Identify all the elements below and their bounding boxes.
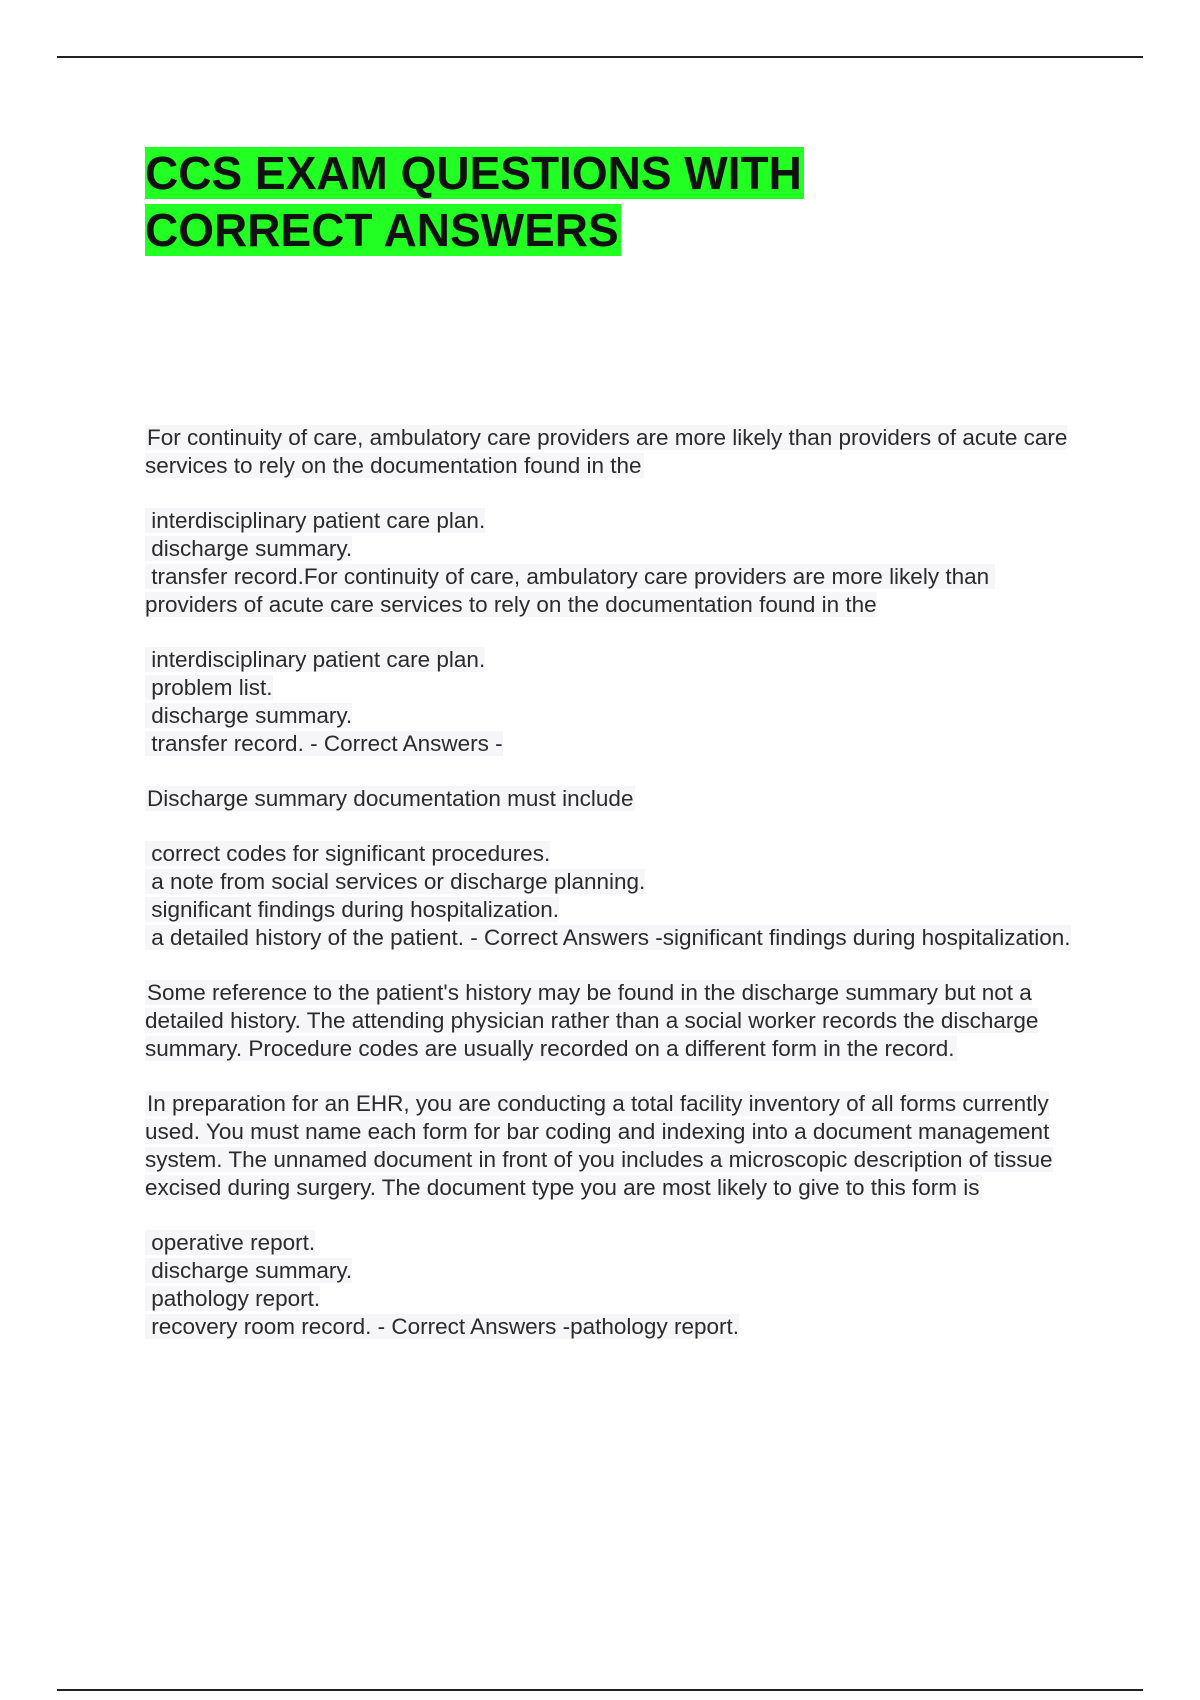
question-text: For continuity of care, ambulatory care providers are more likely than providers of acute care services to rely on the documentation found in the <box>145 425 1068 478</box>
option-item: operative report. <box>145 1230 316 1255</box>
question-text: In preparation for an EHR, you are conducting a total facility inventory of all forms currently used. You must name each form for bar coding and indexing into a document management system. The unnamed document in front of you includes a microscopic description of tissue excised during surgery. The document type you are most likely to give to this form is <box>145 1091 1053 1200</box>
option-item: discharge summary. <box>145 703 353 728</box>
option-item: interdisciplinary patient care plan. <box>145 647 486 672</box>
question-2-prompt <box>145 785 1085 813</box>
answer-line: transfer record. - Correct Answers - <box>145 731 503 756</box>
option-item: a note from social services or discharge planning. <box>145 869 646 894</box>
document-body <box>145 424 1085 1368</box>
option-item: pathology report. <box>145 1286 321 1311</box>
option-item: discharge summary. <box>145 1258 353 1283</box>
option-item: interdisciplinary patient care plan. <box>145 508 486 533</box>
question-1-prompt <box>145 424 1085 480</box>
question-3-prompt <box>145 1090 1085 1202</box>
title-line-2: CORRECT ANSWERS <box>145 204 619 256</box>
question-2-explanation <box>145 979 1085 1063</box>
question-3-options <box>145 1229 1085 1341</box>
option-item: discharge summary. <box>145 536 353 561</box>
option-item: correct codes for significant procedures. <box>145 841 551 866</box>
header-rule <box>57 56 1143 58</box>
question-1b-options <box>145 646 1085 758</box>
footer-rule <box>57 1689 1143 1691</box>
option-item: problem list. <box>145 675 273 700</box>
title-line-1: CCS EXAM QUESTIONS WITH <box>145 147 802 199</box>
answer-line: recovery room record. - Correct Answers -pathology report. <box>145 1314 739 1339</box>
question-2-options <box>145 840 1085 952</box>
answer-line: a detailed history of the patient. - Correct Answers -significant findings during hospitalization. <box>145 925 1071 950</box>
question-text: Discharge summary documentation must include <box>147 786 634 811</box>
document-title <box>145 145 804 259</box>
option-item: significant findings during hospitalization. <box>145 897 560 922</box>
question-1-options <box>145 507 1085 619</box>
option-item-mixed: transfer record.For continuity of care, ambulatory care providers are more likely than providers of acute care services to rely on the documentation found in the <box>145 564 996 617</box>
explanation-text: Some reference to the patient's history may be found in the discharge summary but not a detailed history. The attending physician rather than a social worker records the discharge summary. Procedure codes are usually recorded on a different form in the record. <box>145 980 1039 1061</box>
